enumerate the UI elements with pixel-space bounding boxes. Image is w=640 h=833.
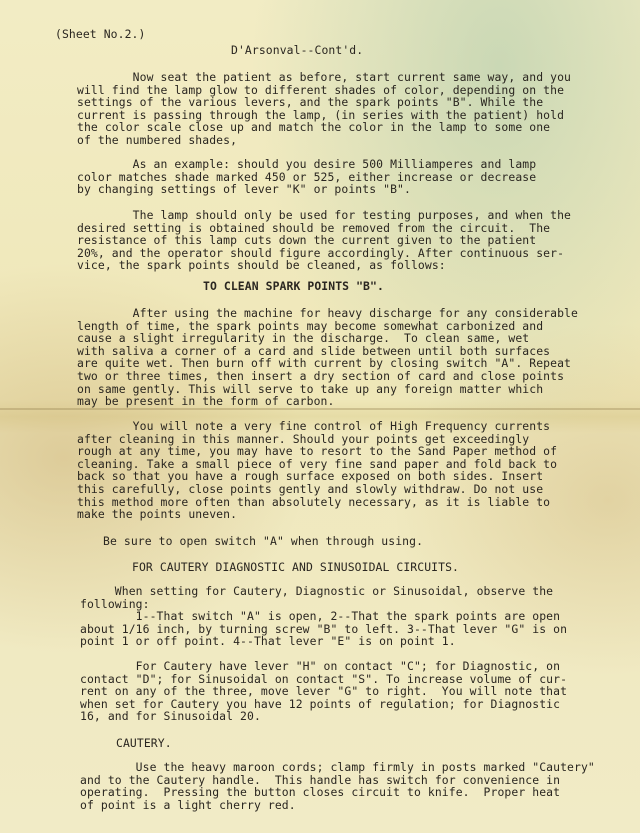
paper-fold-crease (0, 408, 640, 410)
paragraph-cleaning-procedure: After using the machine for heavy discharge for any considerable length of time, the spark points may become somewhat carbonized and cause a slight irregularity in the discharge. To clean same, wet with saliva a corner of a card and slide between until both surfaces are quite wet. Then burn off with current by closing switch "A". Repeat two or three times, then insert a dry section of card and close points on same gently. This will serve to take up any foreign matter which may be present in the form of carbon. (77, 306, 578, 409)
paragraph-lamp-glow: Now seat the patient as before, start current same way, and you will find the lamp glow to different shades of color, depending on the settings of the various levers, and the spark points "B". While the current is passing through the lamp, (in series with the patient) hold the color scale close up and match the color in the lamp to some one of the numbered shades, (77, 70, 571, 147)
sheet-number: (Sheet No.2.) (55, 27, 146, 41)
paragraph-setting-steps: When setting for Cautery, Diagnostic or Sinusoidal, observe the following: 1--That switch "A" is open, 2--That the spark points are open about 1/16 inch, by turning screw "B" to left. 3--That lever "G" is on point 1 or off point. 4--That lever "E" is on point 1. (80, 584, 568, 649)
paragraph-lever-contacts: For Cautery have lever "H" on contact "C"; for Diagnostic, on contact "D"; for Sinusoidal on contact "S". To increase volume of cur- rent on any of the three, move lever "G" to right. You will note that when set for Cautery you have 12 points of regulation; for Diagnostic 16, and for Sinusoidal 20. (80, 659, 568, 724)
section-heading-cautery: CAUTERY. (116, 736, 172, 750)
section-heading-clean-spark-points: TO CLEAN SPARK POINTS "B". (203, 279, 384, 293)
paragraph-open-switch-note: Be sure to open switch "A" when through using. (103, 534, 424, 548)
paragraph-cautery-cords: Use the heavy maroon cords; clamp firmly in posts marked "Cautery" and to the Cautery handle. This handle has switch for convenience in operating. Pressing the button closes circuit to knife. Proper heat of point is a light cherry red. (80, 760, 595, 812)
page-heading: D'Arsonval--Cont'd. (231, 43, 364, 57)
paragraph-sand-paper-method: You will note a very fine control of High Frequency currents after cleaning in this manner. Should your points get exceedingly rough at any time, you may have to resort to the Sand Paper method of cleaning. Take a small piece of very fine sand paper and fold back to back so that you have a rough surface exposed on both sides. Insert this carefully, close points gently and slowly withdraw. Do not use this method more often than absolutely necessary, as it is liable to make the points uneven. (77, 419, 558, 522)
paragraph-lamp-testing: The lamp should only be used for testing purposes, and when the desired setting is obtained should be removed from the circuit. The resistance of this lamp cuts down the current given to the patient 20%, and the operator should figure accordingly. After continuous ser- vice, the spark points should be cleaned, as follows: (77, 208, 571, 273)
paragraph-example: As an example: should you desire 500 Milliamperes and lamp color matches shade marked 450 or 525, either increase or decrease by changing settings of lever "K" or points "B". (77, 157, 537, 197)
section-heading-cautery-diagnostic-sinusoidal: FOR CAUTERY DIAGNOSTIC AND SINUSOIDAL CIRCUITS. (132, 560, 460, 574)
